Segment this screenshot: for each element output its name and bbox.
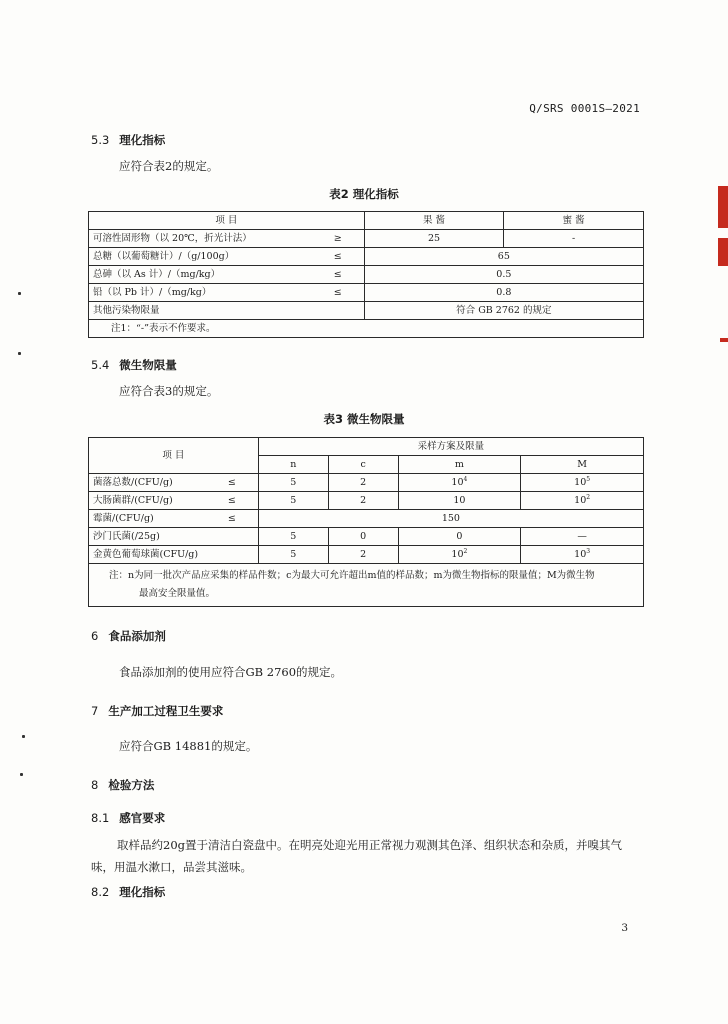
row-merged-value: 65 bbox=[364, 248, 643, 266]
row-c: 2 bbox=[328, 474, 398, 492]
section-5-4-text: 应符合表3的规定。 bbox=[119, 384, 219, 398]
table-row bbox=[89, 248, 644, 266]
row-item: 霉菌/(CFU/g) bbox=[93, 513, 154, 524]
scan-speck bbox=[20, 773, 23, 776]
row-c: 2 bbox=[328, 492, 398, 510]
row-item-cell bbox=[89, 510, 259, 528]
row-symbol: ≥ bbox=[333, 233, 342, 244]
page-number: 3 bbox=[621, 922, 628, 934]
row-symbol: ≤ bbox=[333, 251, 342, 262]
section-title: 理化指标 bbox=[119, 885, 166, 899]
row-M: 10 bbox=[574, 495, 587, 506]
header-item: 项 目 bbox=[89, 438, 259, 474]
section-8-1-heading bbox=[91, 810, 165, 826]
row-item: 菌落总数/(CFU/g) bbox=[93, 477, 173, 488]
table-row bbox=[89, 528, 644, 546]
row-m: 10 bbox=[453, 495, 466, 506]
section-title: 食品添加剂 bbox=[108, 629, 166, 643]
row-symbol: ≤ bbox=[227, 495, 236, 506]
table-row bbox=[89, 474, 644, 492]
row-M: 10 bbox=[574, 549, 587, 560]
table-header-row bbox=[89, 212, 644, 230]
table3-caption: 表3 微生物限量 bbox=[323, 412, 405, 426]
row-m-cell bbox=[398, 492, 521, 510]
section-number: 6 bbox=[91, 629, 99, 643]
scan-speck bbox=[18, 352, 21, 355]
table-note-row bbox=[89, 564, 644, 607]
section-5-3-text: 应符合表2的规定。 bbox=[119, 159, 219, 173]
section-number: 8.1 bbox=[91, 811, 110, 825]
scan-speck bbox=[18, 292, 21, 295]
section-title: 感官要求 bbox=[119, 811, 166, 825]
row-item-cell bbox=[89, 230, 365, 248]
row-item: 大肠菌群/(CFU/g) bbox=[93, 495, 173, 506]
header-c: c bbox=[328, 456, 398, 474]
row-m-cell bbox=[398, 474, 521, 492]
section-title: 理化指标 bbox=[119, 133, 166, 147]
section-title: 检验方法 bbox=[108, 778, 155, 792]
row-item: 总砷（以 As 计）/（mg/kg） bbox=[93, 269, 221, 280]
header-M: M bbox=[521, 456, 644, 474]
row-item-cell bbox=[89, 248, 365, 266]
table2-caption: 表2 理化指标 bbox=[329, 187, 399, 201]
table3 bbox=[88, 437, 644, 607]
section-number: 5.4 bbox=[91, 358, 110, 372]
row-item: 其他污染物限量 bbox=[89, 302, 365, 320]
section-6-text: 食品添加剂的使用应符合GB 2760的规定。 bbox=[119, 665, 343, 679]
row-item: 铅（以 Pb 计）/（mg/kg） bbox=[93, 287, 212, 298]
row-n: 5 bbox=[258, 528, 328, 546]
table-note-row bbox=[89, 320, 644, 338]
section-title: 生产加工过程卫生要求 bbox=[108, 704, 224, 718]
section-5-4-heading bbox=[91, 357, 177, 373]
table-row bbox=[89, 546, 644, 564]
row-symbol: ≤ bbox=[333, 269, 342, 280]
header-jam: 果 酱 bbox=[364, 212, 504, 230]
row-M-cell bbox=[521, 492, 644, 510]
section-7-heading bbox=[91, 703, 223, 719]
row-item-cell bbox=[89, 266, 365, 284]
row-item: 金黄色葡萄球菌(CFU/g) bbox=[89, 546, 259, 564]
row-n: 5 bbox=[258, 492, 328, 510]
row-m-exponent: 4 bbox=[463, 475, 468, 483]
table-row bbox=[89, 284, 644, 302]
section-5-3-heading bbox=[91, 132, 165, 148]
row-honey-value: - bbox=[504, 230, 644, 248]
row-m: 10 bbox=[451, 477, 464, 488]
table-header-row bbox=[89, 438, 644, 456]
row-m: 10 bbox=[451, 549, 464, 560]
row-item: 沙门氏菌(/25g) bbox=[89, 528, 259, 546]
row-n: 5 bbox=[258, 546, 328, 564]
row-merged-value: 符合 GB 2762 的规定 bbox=[364, 302, 643, 320]
row-merged-value: 150 bbox=[258, 510, 643, 528]
row-item: 可溶性固形物（以 20℃，折光计法） bbox=[93, 233, 252, 244]
table3-note bbox=[89, 564, 644, 607]
section-8-heading bbox=[91, 777, 154, 793]
row-merged-value: 0.5 bbox=[364, 266, 643, 284]
header-m: m bbox=[398, 456, 521, 474]
section-number: 8 bbox=[91, 778, 99, 792]
row-item: 总糖（以葡萄糖计）/（g/100g） bbox=[93, 251, 235, 262]
table-row bbox=[89, 266, 644, 284]
table-row bbox=[89, 510, 644, 528]
section-6-heading bbox=[91, 628, 166, 644]
row-item-cell bbox=[89, 474, 259, 492]
row-symbol: ≤ bbox=[227, 477, 236, 488]
table3-note-line2: 最高安全限量值。 bbox=[139, 588, 216, 599]
row-merged-value: 0.8 bbox=[364, 284, 643, 302]
section-title: 微生物限量 bbox=[119, 358, 177, 372]
header-honey: 蜜 酱 bbox=[504, 212, 644, 230]
edge-stamp-fragment bbox=[718, 186, 728, 228]
row-symbol: ≤ bbox=[227, 513, 236, 524]
row-m: 0 bbox=[398, 528, 521, 546]
row-jam-value: 25 bbox=[364, 230, 504, 248]
row-symbol: ≤ bbox=[333, 287, 342, 298]
row-M: 10 bbox=[574, 477, 587, 488]
scan-speck bbox=[22, 735, 25, 738]
edge-stamp-fragment bbox=[720, 338, 728, 342]
row-m-exponent: 2 bbox=[463, 547, 468, 555]
row-M-exponent: 2 bbox=[586, 493, 591, 501]
table2-note: 注1：“-”表示不作要求。 bbox=[89, 320, 644, 338]
row-M-cell bbox=[521, 546, 644, 564]
section-8-2-heading bbox=[91, 884, 165, 900]
table-row bbox=[89, 302, 644, 320]
table2 bbox=[88, 211, 644, 338]
section-number: 7 bbox=[91, 704, 99, 718]
section-number: 5.3 bbox=[91, 133, 110, 147]
row-c: 0 bbox=[328, 528, 398, 546]
row-c: 2 bbox=[328, 546, 398, 564]
row-M: — bbox=[521, 528, 644, 546]
table3-note-line1: 注：n为同一批次产品应采集的样品件数；c为最大可允许超出m值的样品数；m为微生物指标的限量值；M为微生物 bbox=[109, 570, 595, 581]
row-M-exponent: 3 bbox=[586, 547, 591, 555]
section-number: 8.2 bbox=[91, 885, 110, 899]
edge-stamp-fragment bbox=[718, 238, 728, 266]
row-item-cell bbox=[89, 284, 365, 302]
section-8-1-text: 取样品约20g置于清洁白瓷盘中。在明亮处迎光用正常视力观测其色泽、组织状态和杂质，并嗅其气味，用温水漱口，品尝其滋味。 bbox=[91, 838, 622, 874]
row-m-cell bbox=[398, 546, 521, 564]
document-code: Q/SRS 0001S—2021 bbox=[529, 102, 640, 115]
row-item-cell bbox=[89, 492, 259, 510]
section-7-text: 应符合GB 14881的规定。 bbox=[119, 739, 258, 753]
row-n: 5 bbox=[258, 474, 328, 492]
header-sampling-plan: 采样方案及限量 bbox=[258, 438, 643, 456]
row-M-cell bbox=[521, 474, 644, 492]
table-row bbox=[89, 230, 644, 248]
header-n: n bbox=[258, 456, 328, 474]
header-item: 项 目 bbox=[89, 212, 365, 230]
row-M-exponent: 5 bbox=[586, 475, 591, 483]
table-row bbox=[89, 492, 644, 510]
